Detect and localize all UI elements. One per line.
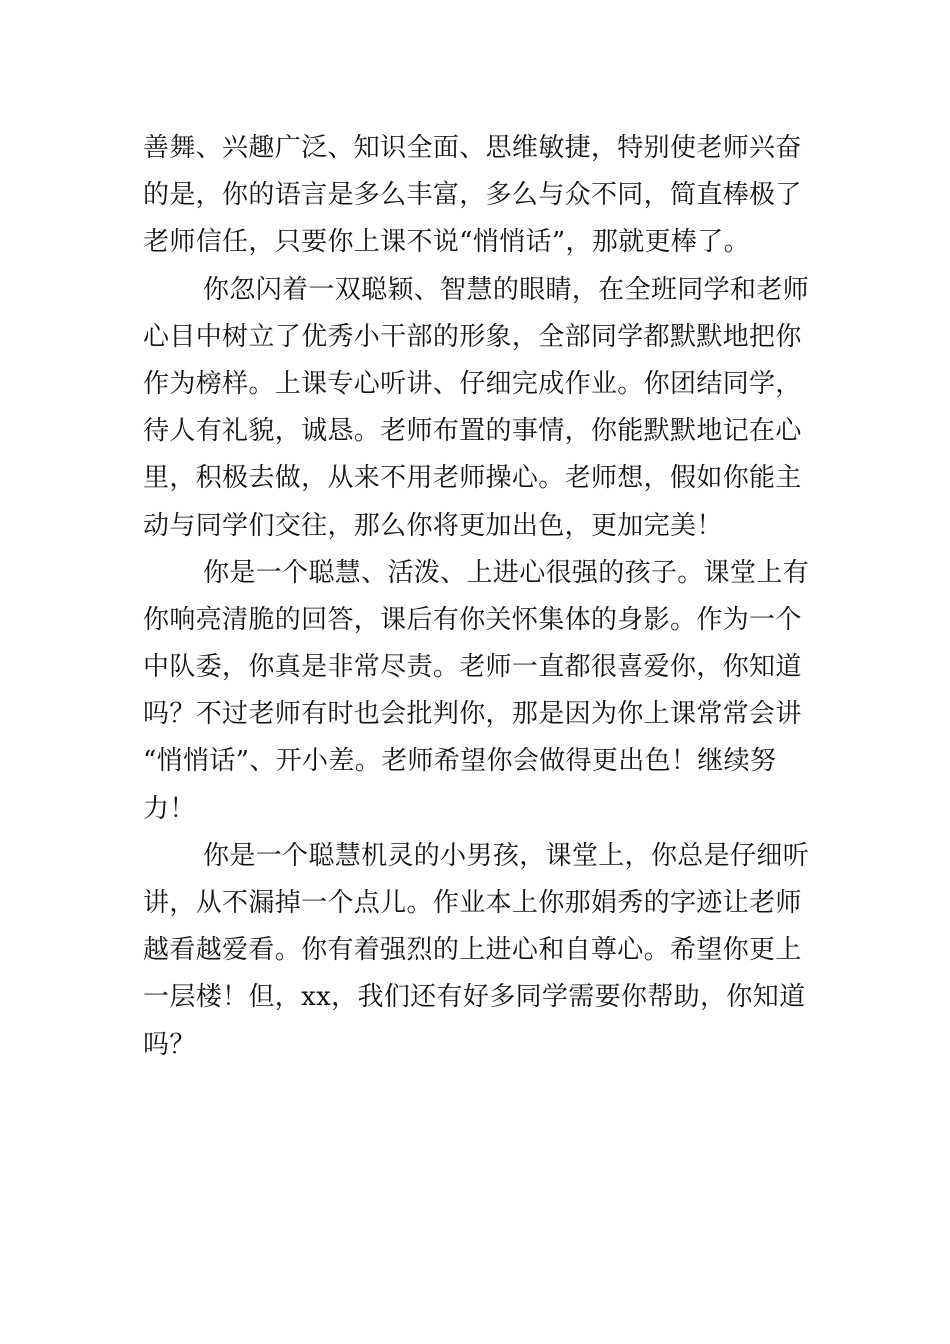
paragraph-first-line: 你忽闪着一双聪颖、智慧的眼睛，在全班同学和老师 (203, 274, 810, 305)
text-line: 吗？ (143, 1029, 196, 1060)
text-line: 你响亮清脆的回答，课后有你关怀集体的身影。作为一个 (143, 604, 802, 635)
paragraph-first-line: 你是一个聪慧、活泼、上进心很强的孩子。课堂上有 (203, 557, 810, 588)
text-line: 动与同学们交往，那么你将更加出色，更加完美！ (143, 510, 723, 541)
text-line: 中队委，你真是非常尽责。老师一直都很喜爱你，你知道 (143, 652, 802, 683)
text-line: 老师信任，只要你上课不说“悄悄话”，那就更棒了。 (143, 227, 750, 258)
text-line: “悄悄话”、开小差。老师希望你会做得更出色！继续努 (143, 746, 777, 777)
text-line: 讲，从不漏掉一个点儿。作业本上你那娟秀的字迹让老师 (143, 888, 802, 918)
text-line: 心目中树立了优秀小干部的形象，全部同学都默默地把你 (143, 321, 802, 352)
text-line: 待人有礼貌，诚恳。老师布置的事情，你能默默地记在心 (143, 416, 802, 447)
text-line: 力！ (143, 793, 196, 824)
text-line: 吗？不过老师有时也会批判你，那是因为你上课常常会讲 (143, 699, 802, 730)
text-line: 善舞、兴趣广泛、知识全面、思维敏捷，特别使老师兴奋 (143, 133, 802, 163)
paragraph-first-line: 你是一个聪慧机灵的小男孩，课堂上，你总是仔细听 (203, 840, 810, 871)
text-line: 越看越爱看。你有着强烈的上进心和自尊心。希望你更上 (143, 935, 802, 966)
text-line: 一层楼！但，xx，我们还有好多同学需要你帮助，你知道 (143, 982, 806, 1013)
text-line: 里，积极去做，从来不用老师操心。老师想，假如你能主 (143, 463, 802, 494)
document-body (143, 125, 810, 1069)
text-line: 的是，你的语言是多么丰富，多么与众不同，简直棒极了 (143, 180, 802, 211)
text-line: 作为榜样。上课专心听讲、仔细完成作业。你团结同学， (143, 368, 802, 399)
